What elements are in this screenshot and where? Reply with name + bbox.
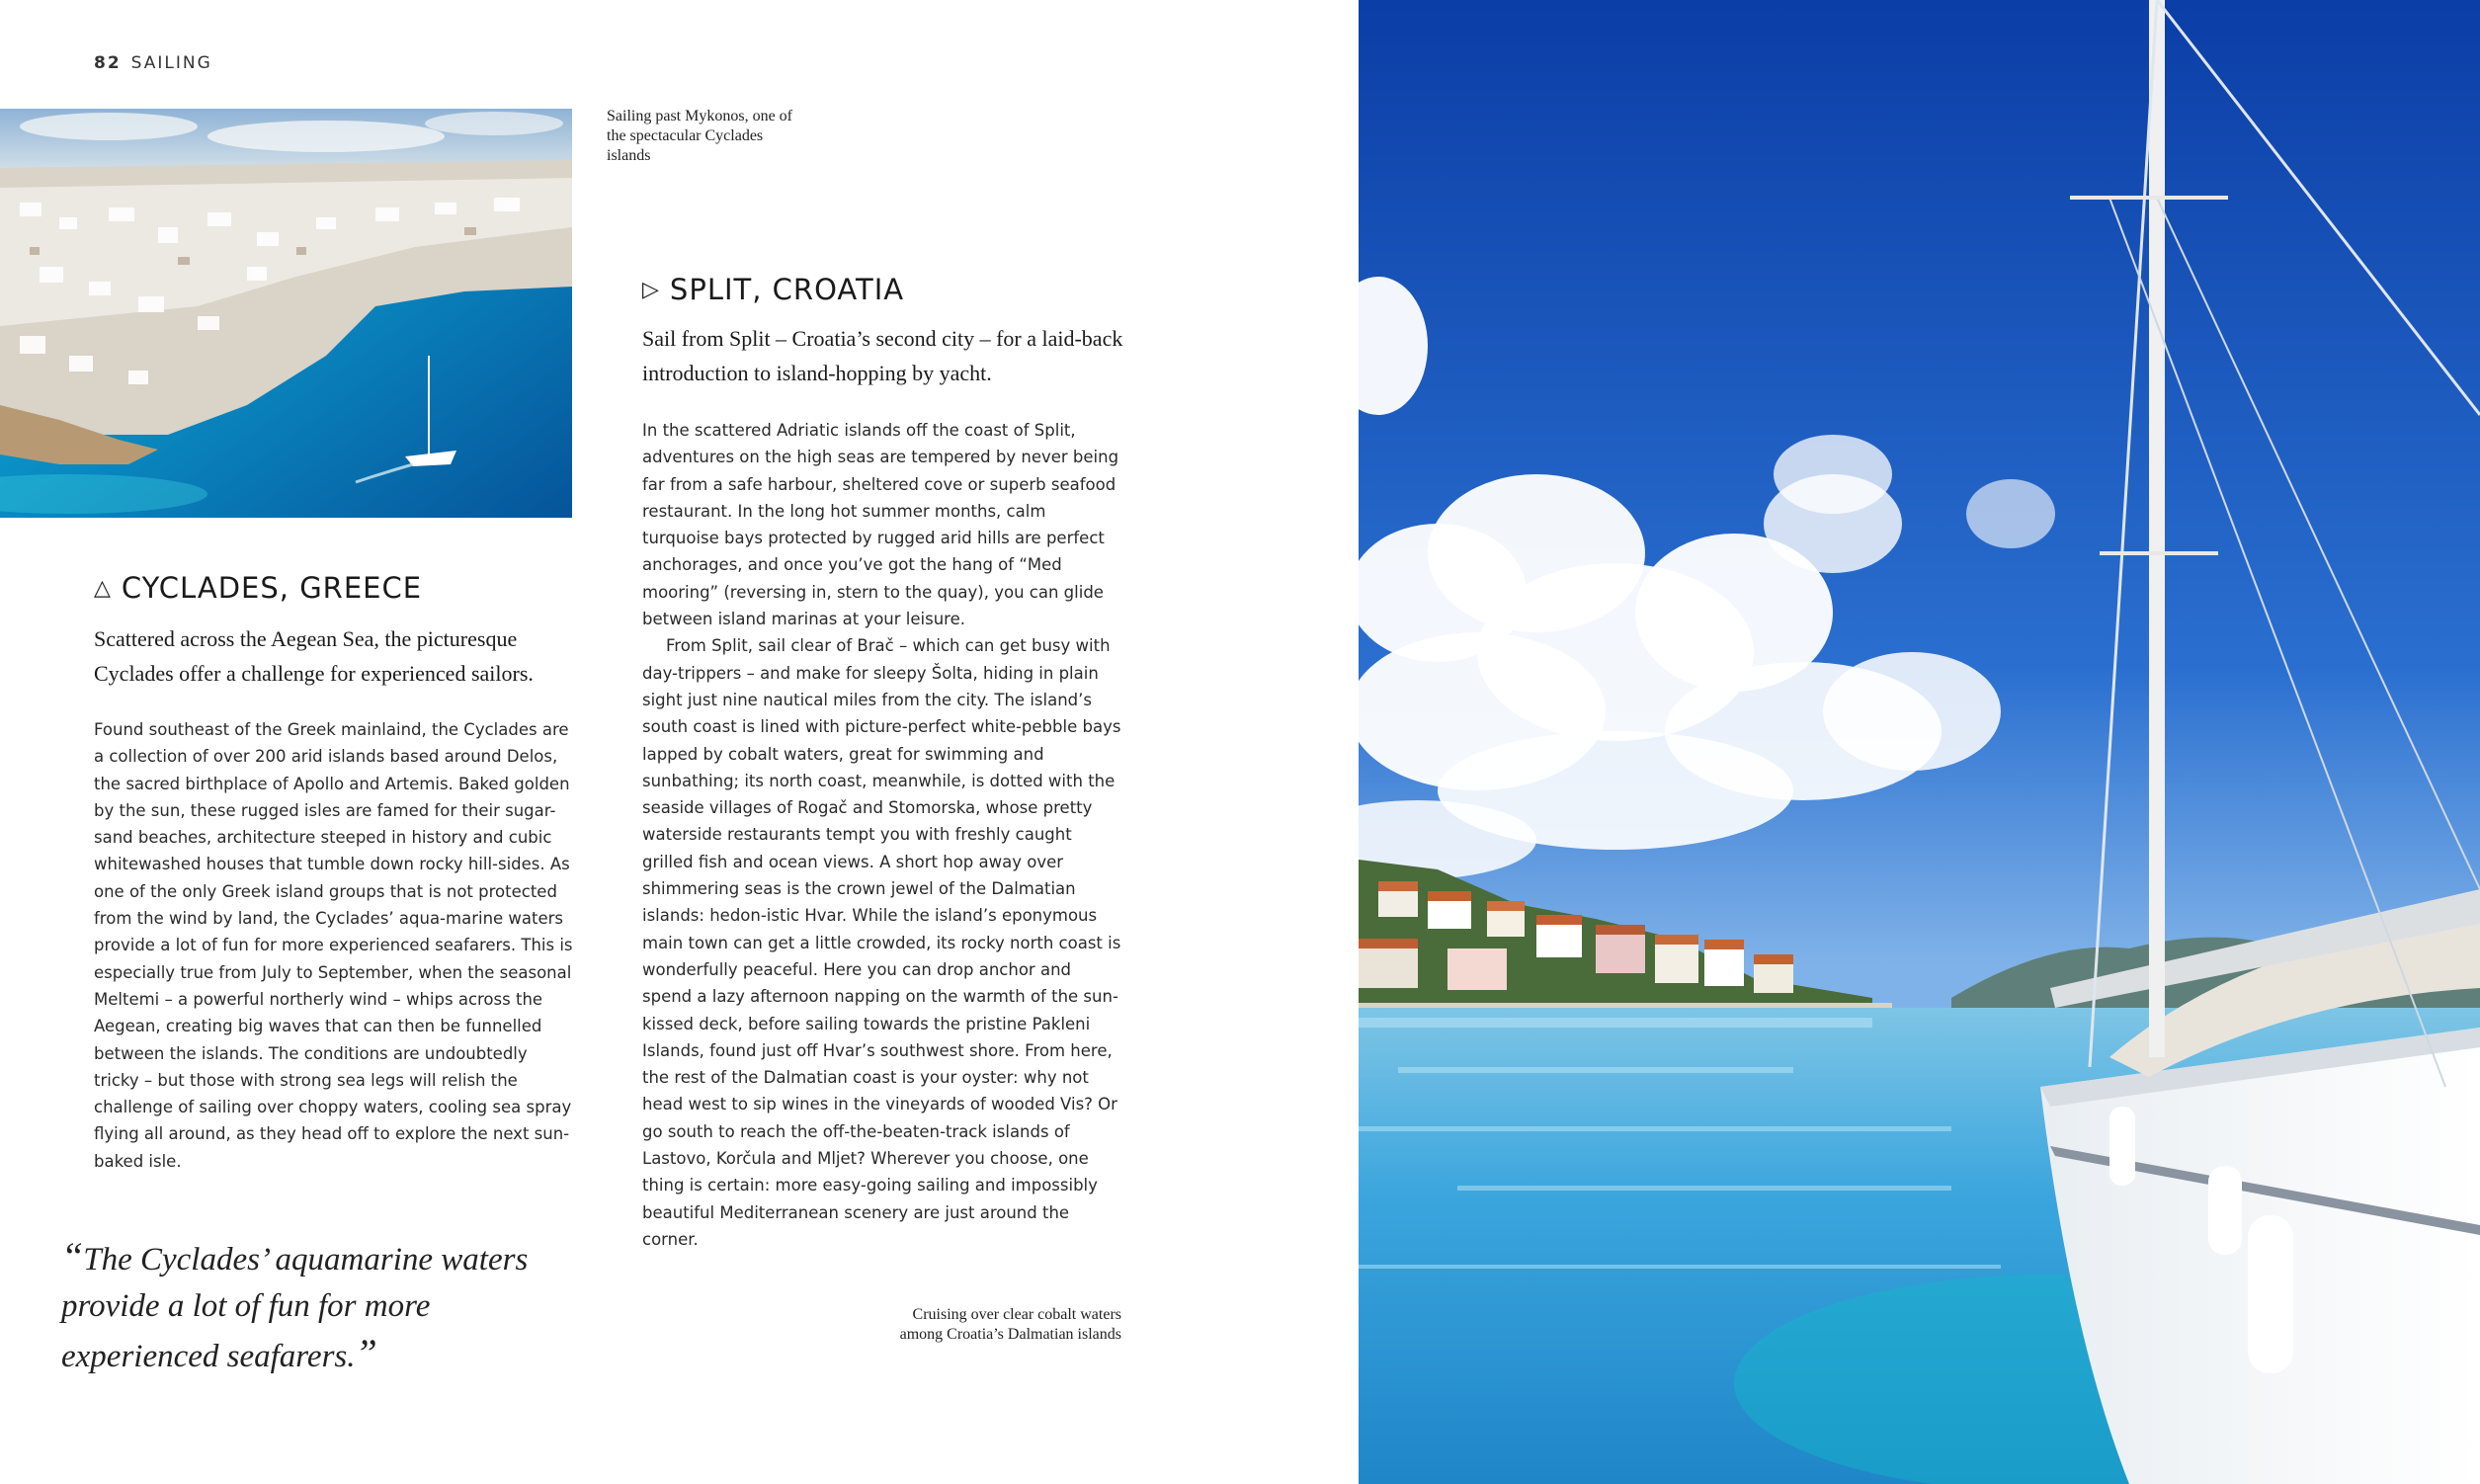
triangle-up-icon: △ bbox=[94, 576, 112, 601]
split-title: SPLIT, CROATIA bbox=[669, 273, 905, 306]
cyclades-body bbox=[94, 716, 573, 1175]
triangle-right-icon: ▷ bbox=[642, 278, 660, 302]
split-paragraph-2: From Split, sail clear of Brač – which can get busy with day-trippers – and make for sleepy Šolta, hiding in plain sight just nine nautical miles from the city. The island’s south coast is lined with picture-perfect white-pebble bays lapped by cobalt waters, great for swimming and sunbathing; its north coast, meanwhile, is dotted with the seaside villages of Rogač and Stomorska, whose pretty waterside restaurants tempt you with freshly caught grilled fish and ocean views. A short hop away over shimmering seas is the crown jewel of the Dalmatian islands: hedon-istic Hvar. While the island’s eponymous main town can get a little crowded, its rocky north coast is wonderfully peaceful. Here you can drop anchor and spend a lazy afternoon napping on the warmth of the sun-kissed deck, before sailing towards the pristine Pakleni Islands, found just off Hvar’s southwest shore. From here, the rest of the Dalmatian coast is your oyster: why not head west to sip wines in the vineyards of wooded Vis? Or go south to reach the off-the-beaten-track islands of Lastovo, Korčula and Mljet? Wherever you choose, one thing is certain: more easy-going sailing and impossibly beautiful Mediterranean scenery are just around the corner. bbox=[642, 636, 1121, 1249]
pull-quote-text: The Cyclades’ aquamarine waters provide a lot of fun for more experienced seafarers. bbox=[61, 1242, 529, 1374]
split-standfirst: Sail from Split – Croatia’s second city – for a laid-back introduction to island-hopping by yacht. bbox=[642, 326, 1123, 385]
cyclades-standfirst: Scattered across the Aegean Sea, the picturesque Cyclades offer a challenge for experienced sailors. bbox=[94, 626, 534, 686]
cyclades-paragraph: Found southeast of the Greek mainlaind, the Cyclades are a collection of over 200 arid islands based around Delos, the sacred birthplace of Apollo and Artemis. Baked golden by the sun, these rugged isles are famed for their sugar-sand beaches, architecture steeped in history and cubic whitewashed houses that tumble down rocky hill-sides. As one of the only Greek island groups that is not protected from the wind by land, the Cyclades’ aqua-marine waters provide a lot of fun for more experienced seafarers. This is especially true from July to September, when the seasonal Meltemi – a powerful northerly wind – whips across the Aegean, creating big waves that can then be funnelled between the islands. The conditions are undoubtedly tricky – but those with strong sea legs will relish the challenge of sailing over choppy waters, cooling sea spray flying all around, as they head off to explore the next sun-baked isle. bbox=[94, 720, 573, 1171]
yacht-photo bbox=[1359, 0, 2480, 1484]
mykonos-caption: Sailing past Mykonos, one of the spectacular Cyclades islands bbox=[607, 108, 792, 164]
pull-quote bbox=[61, 1233, 575, 1380]
section-name: SAILING bbox=[130, 53, 212, 73]
close-quote-mark: ” bbox=[355, 1331, 377, 1375]
cyclades-title: CYCLADES, GREECE bbox=[121, 571, 423, 605]
split-heading bbox=[642, 273, 904, 306]
folio bbox=[94, 53, 212, 73]
open-quote-mark: “ bbox=[61, 1234, 84, 1278]
mykonos-photo bbox=[0, 109, 572, 518]
dalmatian-caption: Cruising over clear cobalt waters among Croatia’s Dalmatian islands bbox=[899, 1306, 1121, 1343]
cyclades-heading bbox=[94, 571, 422, 605]
split-paragraph-1: In the scattered Adriatic islands off the coast of Split, adventures on the high seas are tempered by never being far from a safe harbour, sheltered cove or superb seafood restaurant. In the long hot summer months, calm turquoise bays protected by rugged arid hills are perfect anchorages, and once you’ve got the hang of “Med mooring” (reversing in, stern to the quay), you can glide between island marinas at your leisure. bbox=[642, 421, 1119, 629]
page-number: 82 bbox=[94, 53, 122, 73]
split-body bbox=[642, 417, 1122, 1253]
